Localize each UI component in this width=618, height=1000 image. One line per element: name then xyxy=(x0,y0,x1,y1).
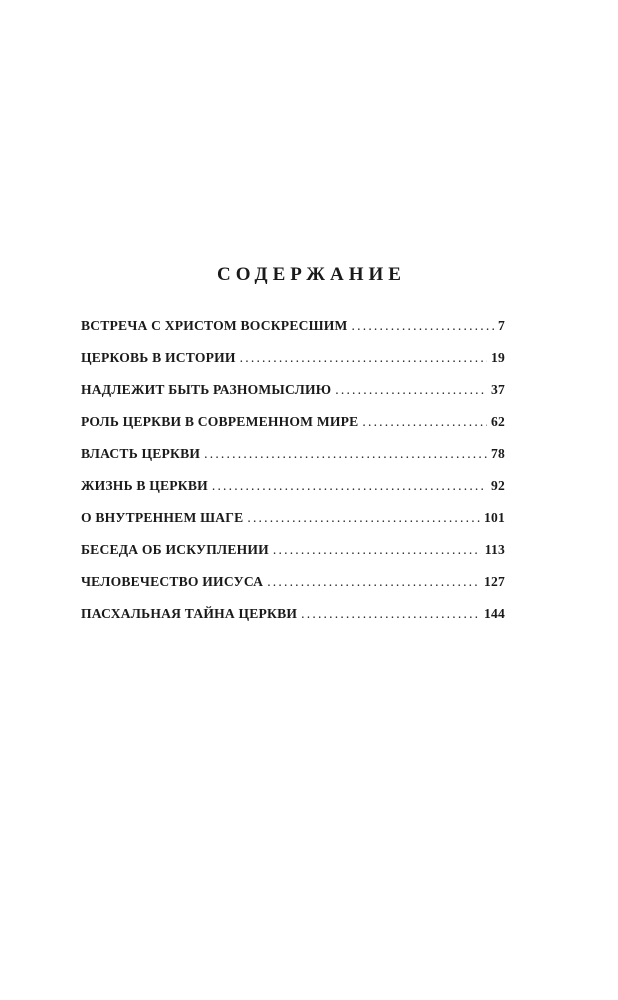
toc-entry-page-number: 113 xyxy=(484,542,505,557)
toc-entry[interactable] xyxy=(81,348,505,380)
toc-entry[interactable] xyxy=(81,444,505,476)
toc-entry-page-number: 101 xyxy=(484,510,505,525)
dot-leader xyxy=(212,476,487,496)
dot-leader xyxy=(301,604,480,624)
toc-entry[interactable] xyxy=(81,412,505,444)
dot-leader xyxy=(240,348,487,368)
toc-entry-page-number: 92 xyxy=(491,478,505,493)
dot-leader xyxy=(204,444,487,464)
toc-entry[interactable] xyxy=(81,380,505,412)
toc-entry[interactable] xyxy=(81,540,505,572)
dot-leader xyxy=(362,412,487,432)
toc-entry-title: РОЛЬ ЦЕРКВИ В СОВРЕМЕННОМ МИРЕ xyxy=(81,414,359,429)
toc-entry-title: О ВНУТРЕННЕМ ШАГЕ xyxy=(81,510,244,525)
toc-entry[interactable] xyxy=(81,316,505,348)
toc-heading: СОДЕРЖАНИЕ xyxy=(217,264,406,285)
toc-entry-page-number: 127 xyxy=(484,574,505,589)
toc-entry-title: БЕСЕДА ОБ ИСКУПЛЕНИИ xyxy=(81,542,269,557)
dot-leader xyxy=(247,508,480,528)
toc-entry-title: НАДЛЕЖИТ БЫТЬ РАЗНОМЫСЛИЮ xyxy=(81,382,332,397)
toc-entry-page-number: 37 xyxy=(491,382,505,397)
toc-entry-title: ВЛАСТЬ ЦЕРКВИ xyxy=(81,446,201,461)
toc-entry[interactable] xyxy=(81,572,505,604)
toc-entry-page-number: 62 xyxy=(491,414,505,429)
toc-entry-title: ЦЕРКОВЬ В ИСТОРИИ xyxy=(81,350,236,365)
toc-entry-title: ЖИЗНЬ В ЦЕРКВИ xyxy=(81,478,208,493)
toc-entry-page-number: 7 xyxy=(498,318,505,333)
toc-entry-title: ВСТРЕЧА С ХРИСТОМ ВОСКРЕСШИМ xyxy=(81,318,348,333)
toc-entry-title: ПАСХАЛЬНАЯ ТАЙНА ЦЕРКВИ xyxy=(81,606,298,621)
toc-entry[interactable] xyxy=(81,604,505,636)
toc-entry[interactable] xyxy=(81,476,505,508)
table-of-contents xyxy=(81,316,505,636)
toc-entry-page-number: 19 xyxy=(491,350,505,365)
dot-leader xyxy=(267,572,480,592)
dot-leader xyxy=(352,316,494,336)
toc-entry-title: ЧЕЛОВЕЧЕСТВО ИИСУСА xyxy=(81,574,264,589)
toc-entry-page-number: 144 xyxy=(484,606,505,621)
dot-leader xyxy=(335,380,487,400)
toc-entry[interactable] xyxy=(81,508,505,540)
dot-leader xyxy=(273,540,481,560)
toc-entry-page-number: 78 xyxy=(491,446,505,461)
